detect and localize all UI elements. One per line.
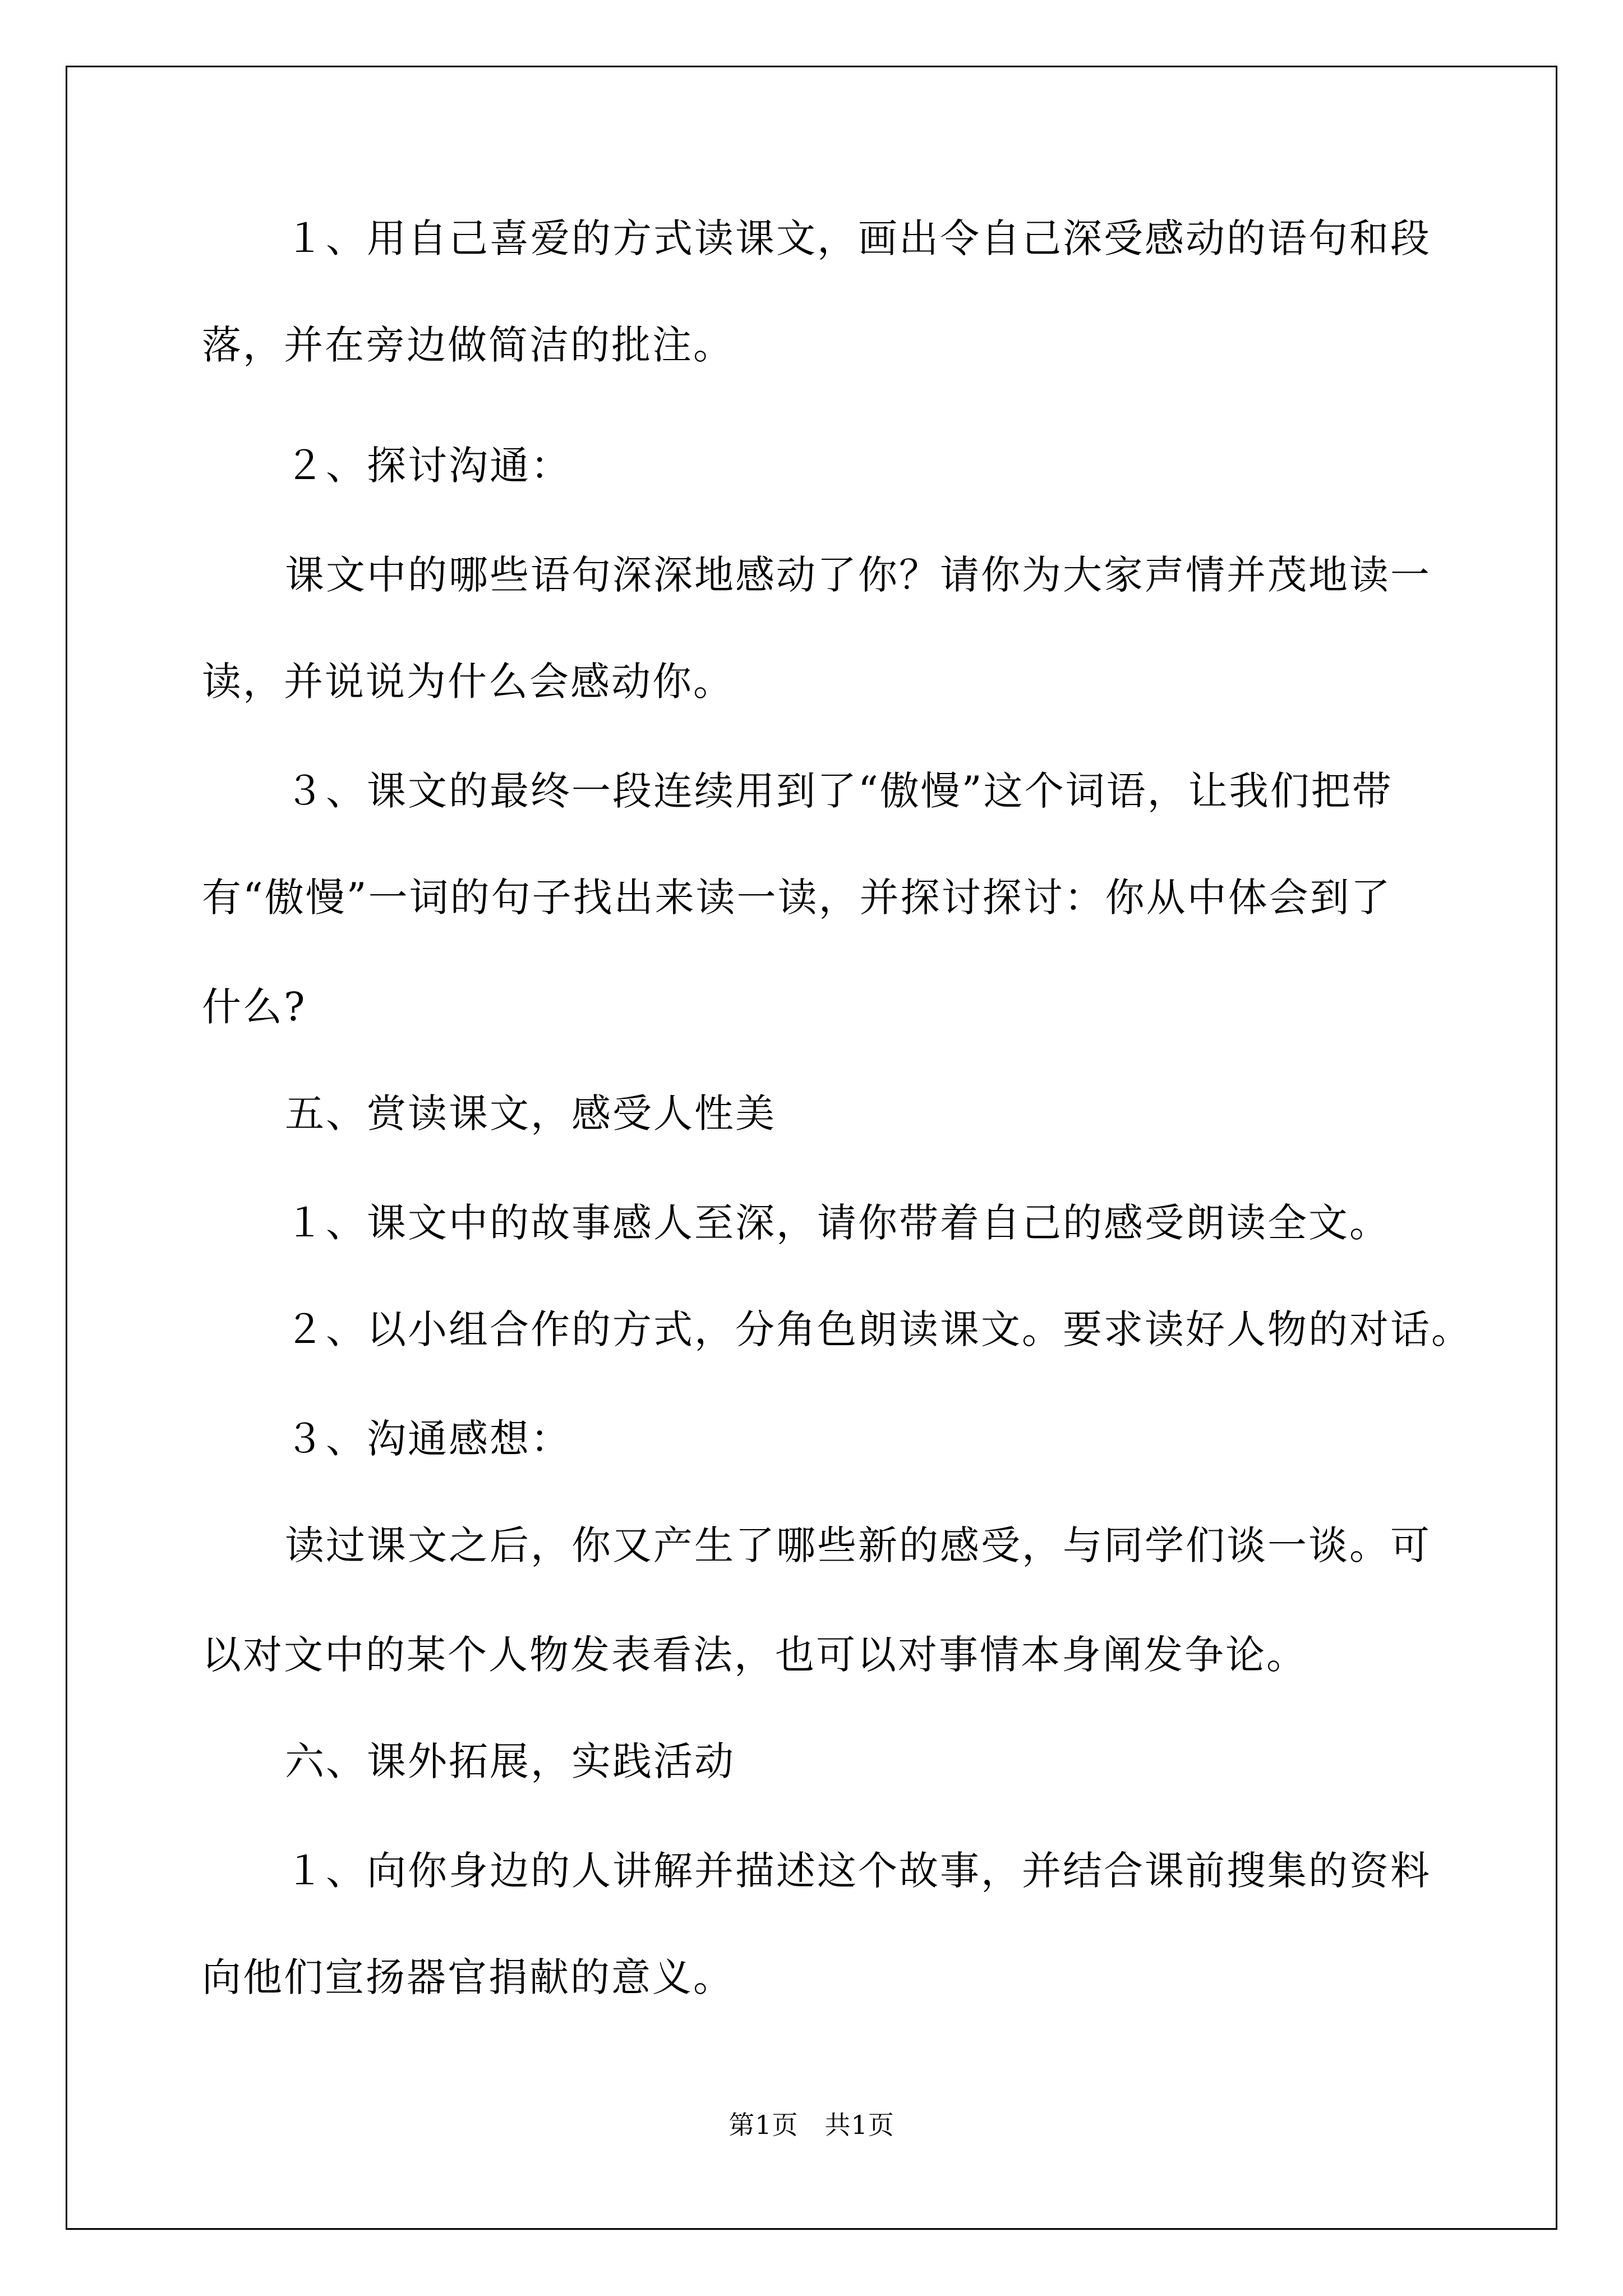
paragraph-line: ３、课文的最终一段连续用到了“傲慢”这个词语，让我们把带	[285, 768, 1393, 814]
paragraph-line: 课文中的哪些语句深深地感动了你？请你为大家声情并茂地读一	[285, 552, 1431, 598]
paragraph-line: 什么?	[202, 984, 307, 1030]
paragraph-line: 读过课文之后，你又产生了哪些新的感受，与同学们谈一谈。可	[285, 1522, 1431, 1568]
paragraph-line: ２、以小组合作的方式，分角色朗读课文。要求读好人物的对话。	[285, 1306, 1472, 1352]
paragraph-line: 以对文中的某个人物发表看法，也可以对事情本身阐发争论。	[202, 1632, 1307, 1678]
page-frame	[66, 66, 1557, 2230]
paragraph-line: 读，并说说为什么会感动你。	[202, 659, 734, 705]
paragraph-line: １、向你身边的人讲解并描述这个故事，并结合课前搜集的资料	[285, 1848, 1431, 1894]
paragraph-line: 向他们宣扬器官捐献的意义。	[202, 1954, 734, 2000]
paragraph-line: 落，并在旁边做简洁的批注。	[202, 322, 734, 368]
page-footer: 第1页 共1页	[728, 2110, 895, 2140]
paragraph-line: １、课文中的故事感人至深，请你带着自己的感受朗读全文。	[285, 1200, 1390, 1246]
paragraph-line: ２、探讨沟通：	[285, 443, 571, 489]
paragraph-line: ３、沟通感想：	[285, 1416, 571, 1462]
paragraph-line: 有“傲慢”一词的句子找出来读一读，并探讨探讨：你从中体会到了	[202, 875, 1392, 921]
section-heading: 五、赏读课文，感受人性美	[285, 1091, 776, 1137]
section-heading: 六、课外拓展，实践活动	[285, 1738, 735, 1784]
paragraph-line: １、用自己喜爱的方式读课文，画出令自己深受感动的语句和段	[285, 215, 1431, 261]
